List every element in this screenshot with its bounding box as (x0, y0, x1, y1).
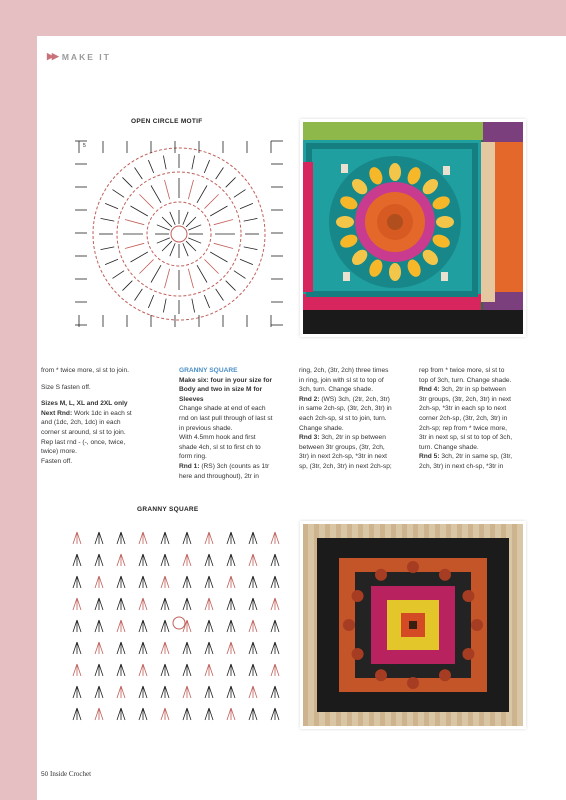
chain-round (93, 148, 265, 320)
yarn-texture (303, 524, 308, 726)
paragraph: Size S fasten off. (41, 383, 91, 391)
watermark: PassionForum.ru (484, 784, 558, 794)
tr-stitch (188, 180, 193, 199)
tr-stitch (163, 299, 166, 313)
yarn-cluster (462, 648, 474, 660)
tr-cluster (139, 554, 147, 566)
tr-cluster (227, 642, 235, 654)
round-label: Rnd 5: (419, 453, 440, 461)
yarn-petal (336, 216, 354, 228)
tr-cluster (205, 554, 213, 566)
round-label: Rnd 1: (179, 462, 200, 470)
tr-cluster (139, 664, 147, 676)
paragraph (419, 385, 515, 452)
tr-cluster (183, 642, 191, 654)
yarn-cluster (352, 648, 364, 660)
paragraph (299, 433, 395, 471)
yarn-cluster (375, 569, 387, 581)
text-column-4 (419, 366, 515, 474)
tr-stitch (210, 252, 227, 262)
tr-stitch (139, 194, 153, 208)
tr-cluster (139, 598, 147, 610)
tr-cluster (73, 664, 81, 676)
page-footer (41, 770, 91, 778)
tr-stitch (204, 259, 218, 273)
tr-stitch (226, 177, 236, 187)
tr-cluster (183, 708, 191, 720)
foundation-ring (171, 226, 187, 242)
round-text: (RS) 3ch (counts as 1tr here and throughout), 2tr in (179, 462, 270, 480)
pattern-heading: GRANNY SQUARE (179, 367, 238, 374)
section-header (47, 51, 111, 62)
tr-stitch (163, 156, 166, 170)
tr-cluster (205, 642, 213, 654)
yarn-cluster (407, 561, 419, 573)
tr-cluster (73, 642, 81, 654)
text-column-3 (299, 366, 395, 474)
paragraph (179, 462, 275, 481)
round-text: Work 1dc in each st and (1dc, 2ch, 1dc) in each corner st around, sl st to join. Rep last rnd - (-, once, twice, twice) more. (41, 409, 132, 456)
tr-cluster (249, 598, 257, 610)
tr-cluster (183, 532, 191, 544)
tr-cluster (73, 620, 81, 632)
paragraph: rep from * twice more, sl st to top of 3ch, turn. Change shade. (419, 367, 512, 384)
tr-stitch (192, 156, 195, 170)
paragraph (419, 452, 515, 471)
tr-cluster (117, 642, 125, 654)
round-text: (WS) 3ch, (2tr, 2ch, 3tr) in same 2ch-sp, (3tr, 2ch, 3tr) in each 2ch-sp, sl st to join, turn. Change shade. (299, 395, 392, 432)
tr-cluster (117, 686, 125, 698)
tr-cluster (227, 686, 235, 698)
tr-stitch (197, 265, 207, 282)
tr-cluster (73, 598, 81, 610)
tr-stitch (210, 206, 227, 216)
tr-cluster (249, 576, 257, 588)
tr-stitch (240, 259, 253, 264)
round-label: Next Rnd: (41, 409, 73, 417)
tr-cluster (271, 576, 279, 588)
tr-cluster (205, 576, 213, 588)
tr-stitch (122, 177, 132, 187)
tr-stitch (216, 167, 224, 179)
tr-stitch (122, 281, 132, 291)
pattern-subheading: Make six: four in your size for Body and two in size M for Sleeves (179, 376, 273, 403)
tr-stitch (105, 203, 118, 208)
tr-stitch (139, 259, 153, 273)
magazine-name: Inside Crochet (50, 770, 92, 778)
tr-cluster (95, 554, 103, 566)
tr-cluster (95, 664, 103, 676)
tr-cluster (161, 686, 169, 698)
tr-stitch (234, 190, 246, 198)
tr-cluster (249, 686, 257, 698)
tr-cluster (95, 598, 103, 610)
tr-cluster (271, 620, 279, 632)
tr-stitch (188, 269, 193, 288)
yarn-cluster (439, 569, 451, 581)
tr-cluster (205, 620, 213, 632)
tr-stitch (157, 225, 170, 230)
tr-cluster (139, 620, 147, 632)
section-title: MAKE IT (61, 51, 111, 62)
chart-title-open-circle: OPEN CIRCLE MOTIF (131, 118, 203, 125)
tr-cluster (227, 598, 235, 610)
paragraph: Fasten off. (41, 457, 73, 465)
tr-stitch (204, 295, 209, 308)
tr-cluster (271, 686, 279, 698)
tr-stitch (165, 180, 170, 199)
round-text: 3ch, 2tr in same sp, (3tr, 2ch, 3tr) in next ch-sp, *3tr in (419, 453, 513, 470)
tr-cluster (139, 576, 147, 588)
tr-cluster (205, 664, 213, 676)
tr-stitch (112, 190, 124, 198)
tr-cluster (249, 708, 257, 720)
tr-stitch (192, 299, 195, 313)
tr-cluster (183, 664, 191, 676)
yarn-texture (512, 524, 517, 726)
tr-stitch (204, 194, 218, 208)
round-text: 3ch, 2tr in sp between between 3tr groups, (3tr, 2ch, 3tr) in next 2ch-sp, *3tr in next sp, (3tr, 2ch, 3tr) in next 2ch-sp; (299, 434, 392, 470)
yarn-cluster (375, 669, 387, 681)
tr-cluster (249, 554, 257, 566)
tr-cluster (249, 532, 257, 544)
tr-stitch (135, 289, 143, 301)
double-arrow-icon: ▶▶ (47, 51, 57, 61)
tr-stitch (135, 167, 143, 179)
text-column-2 (179, 366, 275, 483)
paragraph: Change shade at end of each rnd on last pull through of last st in previous shade. (179, 405, 273, 432)
tr-cluster (73, 576, 81, 588)
granny-square-chart (65, 518, 293, 728)
tr-cluster (161, 664, 169, 676)
tr-cluster (183, 598, 191, 610)
yarn-cluster (471, 619, 483, 631)
open-circle-motif-chart (69, 129, 289, 339)
tr-cluster (227, 554, 235, 566)
tr-cluster (95, 620, 103, 632)
foundation-ring (173, 617, 185, 629)
size-heading: Sizes M, L, XL and 2XL only (41, 400, 128, 408)
open-circle-motif-photo (303, 122, 523, 334)
tr-stitch (151, 186, 161, 203)
tr-cluster (205, 708, 213, 720)
tr-stitch (165, 269, 170, 288)
tr-cluster (95, 642, 103, 654)
round-text: 3ch, 2tr in sp between 3tr groups, (3tr, 2ch, 3tr) in next 2ch-sp, *3tr in each sp to next corner 2ch-sp, (3tr, 2ch, 3tr) in 2ch-sp; rep from * twice more, 3tr in next sp, sl st to top of 3ch, turn. Change shade. (419, 386, 513, 451)
page-number: 50 (41, 771, 49, 778)
tr-cluster (249, 664, 257, 676)
chart-title-granny-square: GRANNY SQUARE (137, 506, 199, 513)
tr-stitch (244, 218, 258, 221)
tr-cluster (117, 532, 125, 544)
tr-stitch (188, 225, 201, 230)
tr-stitch (226, 281, 236, 291)
tr-cluster (73, 532, 81, 544)
tr-stitch (162, 241, 172, 251)
tr-cluster (271, 532, 279, 544)
tr-cluster (139, 686, 147, 698)
tr-cluster (161, 642, 169, 654)
tr-cluster (161, 532, 169, 544)
tr-stitch (131, 252, 148, 262)
yarn-cluster (462, 590, 474, 602)
granny-square-photo (303, 524, 523, 726)
tr-cluster (161, 620, 169, 632)
tr-stitch (157, 238, 170, 243)
tr-stitch (197, 186, 207, 203)
yarn-cluster (343, 619, 355, 631)
tr-cluster (271, 598, 279, 610)
tr-cluster (161, 708, 169, 720)
yarn-cluster (407, 677, 419, 689)
tr-cluster (227, 708, 235, 720)
tr-cluster (95, 576, 103, 588)
tr-cluster (183, 686, 191, 698)
tr-cluster (227, 576, 235, 588)
tr-cluster (249, 620, 257, 632)
yarn-petal (436, 216, 454, 228)
tr-stitch (131, 206, 148, 216)
tr-stitch (234, 271, 246, 279)
tr-cluster (139, 708, 147, 720)
paragraph (41, 409, 137, 457)
tr-cluster (227, 532, 235, 544)
tr-stitch (151, 265, 161, 282)
tr-cluster (95, 708, 103, 720)
tr-stitch (186, 241, 196, 251)
tr-cluster (117, 708, 125, 720)
yarn-cluster (352, 590, 364, 602)
tr-cluster (271, 554, 279, 566)
round-label: Rnd 3: (299, 434, 320, 442)
round-label: Rnd 4: (419, 386, 440, 394)
tr-cluster (205, 532, 213, 544)
yarn-petal (389, 163, 401, 181)
tr-cluster (271, 664, 279, 676)
tr-cluster (117, 554, 125, 566)
tr-cluster (183, 554, 191, 566)
yarn-cluster (439, 669, 451, 681)
tr-stitch (204, 160, 209, 173)
tr-stitch (240, 203, 253, 208)
paragraph: from * twice more, sl st to join. (41, 367, 129, 374)
tr-cluster (73, 686, 81, 698)
tr-stitch (125, 243, 144, 248)
tr-stitch (183, 212, 188, 225)
tr-cluster (139, 532, 147, 544)
tr-stitch (112, 271, 124, 279)
tr-stitch (162, 217, 172, 227)
tr-stitch (101, 247, 115, 250)
tr-stitch (183, 243, 188, 256)
tr-stitch (170, 243, 175, 256)
tr-cluster (73, 708, 81, 720)
tr-cluster (117, 620, 125, 632)
tr-cluster (205, 686, 213, 698)
tr-cluster (161, 598, 169, 610)
magazine-page (37, 36, 566, 800)
round-number-label: 5 (83, 143, 86, 149)
tr-stitch (148, 295, 153, 308)
tr-stitch (170, 212, 175, 225)
tr-cluster (139, 642, 147, 654)
tr-cluster (183, 576, 191, 588)
tr-stitch (244, 247, 258, 250)
tr-cluster (271, 642, 279, 654)
tr-stitch (214, 243, 233, 248)
tr-stitch (125, 220, 144, 225)
tr-cluster (271, 708, 279, 720)
tr-stitch (186, 217, 196, 227)
tr-stitch (188, 238, 201, 243)
tr-cluster (227, 664, 235, 676)
tr-cluster (73, 554, 81, 566)
tr-cluster (205, 598, 213, 610)
tr-cluster (95, 532, 103, 544)
paragraph: With 4.5mm hook and first shade 4ch, sl st to first ch to form ring. (179, 434, 261, 461)
tr-cluster (95, 686, 103, 698)
paragraph (299, 395, 395, 433)
tr-stitch (105, 259, 118, 264)
tr-cluster (161, 576, 169, 588)
tr-cluster (117, 598, 125, 610)
paragraph: ring, 2ch, (3tr, 2ch) three times in ring, join with sl st to top of 3ch, turn. Change shade. (299, 367, 389, 394)
tr-stitch (214, 220, 233, 225)
tr-stitch (148, 160, 153, 173)
yarn-petal (389, 263, 401, 281)
tr-cluster (161, 554, 169, 566)
tr-stitch (216, 289, 224, 301)
tr-cluster (117, 576, 125, 588)
tr-cluster (227, 620, 235, 632)
tr-cluster (117, 664, 125, 676)
round-label: Rnd 2: (299, 395, 320, 403)
text-column-1 (41, 366, 137, 468)
tr-cluster (249, 642, 257, 654)
tr-stitch (101, 218, 115, 221)
